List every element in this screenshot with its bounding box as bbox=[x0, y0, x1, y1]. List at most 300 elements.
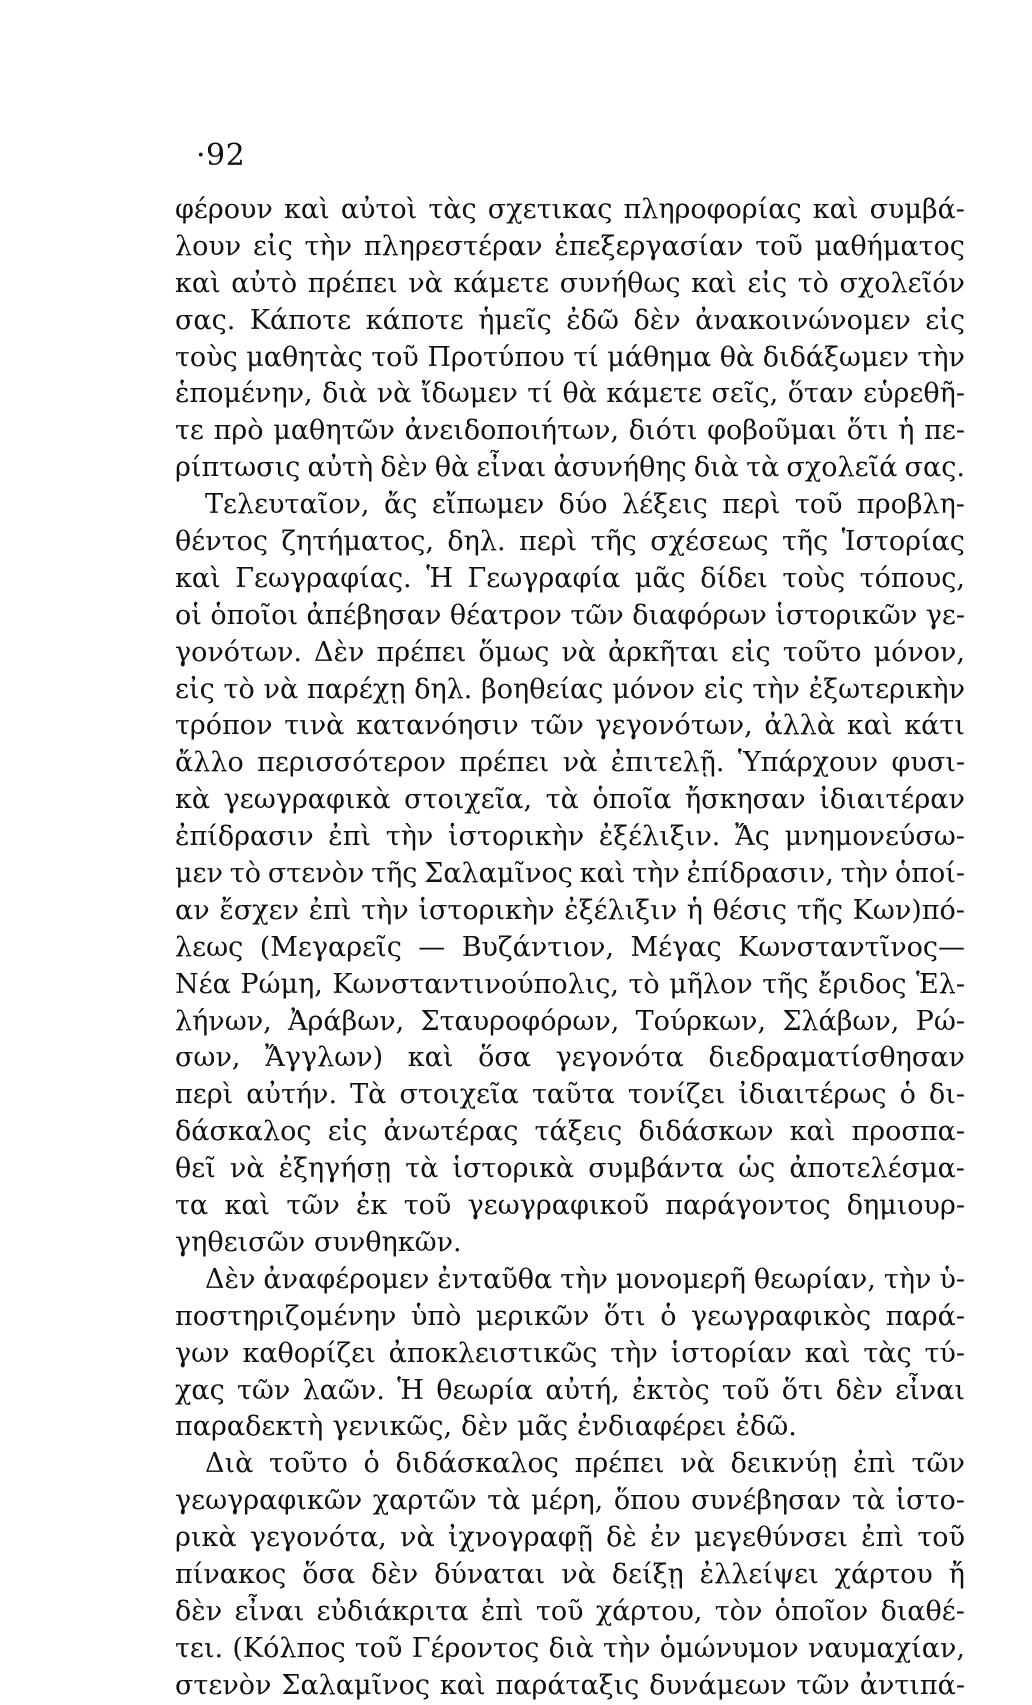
word: ὁ bbox=[363, 1448, 380, 1480]
word: δυνάμεων bbox=[649, 1669, 787, 1701]
word: γεγονότων, bbox=[595, 710, 753, 742]
word: Κάποτε bbox=[249, 304, 352, 336]
word: τὴν bbox=[840, 858, 889, 890]
word: εἰς bbox=[925, 304, 965, 336]
word: τάξεις bbox=[534, 1116, 623, 1148]
body-text bbox=[175, 192, 965, 1705]
word: ἐδῶ bbox=[566, 304, 619, 336]
word: ἄλλο bbox=[175, 747, 244, 779]
word: τὴν bbox=[883, 1263, 932, 1295]
word: ἱστορικὴν bbox=[448, 821, 585, 853]
word: στενὸν bbox=[175, 1669, 272, 1701]
word: ὁ bbox=[899, 1079, 916, 1111]
word: αὐτοὶ bbox=[340, 194, 418, 225]
word: καὶ bbox=[439, 1669, 486, 1701]
word: δὲν bbox=[835, 1374, 883, 1406]
word: εὑρεθῆ- bbox=[863, 378, 965, 410]
word: διότι bbox=[628, 415, 698, 447]
word: τῶν bbox=[286, 1190, 340, 1222]
word: ἡ bbox=[898, 415, 915, 447]
word: αὐτὴ bbox=[307, 452, 374, 484]
word: ὑ- bbox=[939, 1263, 965, 1295]
word: δὲν bbox=[461, 1411, 509, 1443]
word: δὲν bbox=[633, 304, 681, 336]
word: καὶ bbox=[175, 562, 221, 594]
word: ἀναφέρομεν bbox=[263, 1263, 430, 1295]
word: καὶ bbox=[407, 1042, 454, 1074]
word: τοὺς bbox=[175, 341, 238, 373]
word: θεῖ bbox=[175, 1153, 216, 1185]
word: ἰδιαιτέραν bbox=[819, 784, 965, 816]
word: δεικνύῃ bbox=[730, 1448, 838, 1480]
word: κάμετε bbox=[606, 378, 702, 410]
word: Γέροντος bbox=[411, 1632, 540, 1664]
word: ἐξέλιξιν. bbox=[598, 821, 721, 853]
word: γων bbox=[175, 1337, 230, 1369]
word: τὴν bbox=[917, 341, 965, 373]
word: προσπα- bbox=[851, 1116, 965, 1148]
word: εἴπωμεν bbox=[431, 489, 545, 521]
text-line bbox=[175, 635, 965, 672]
word: συμβάντα bbox=[588, 1153, 725, 1185]
word: τὰ bbox=[545, 784, 579, 816]
word: γεωγραφικὸς bbox=[691, 1300, 872, 1332]
word: περισσότερον bbox=[257, 747, 446, 779]
word: Σαλαμῖνος bbox=[424, 858, 573, 890]
word: νὰ bbox=[561, 636, 597, 668]
text-line bbox=[175, 1557, 965, 1594]
word: περὶ bbox=[175, 1079, 234, 1111]
word: τὸν bbox=[714, 1595, 763, 1627]
word: ζητήματος, bbox=[281, 526, 434, 558]
word: τί bbox=[573, 341, 599, 373]
word: τοῦ bbox=[371, 341, 419, 373]
word: τοῦτο bbox=[269, 1448, 348, 1480]
word: καὶ bbox=[846, 710, 893, 742]
text-line bbox=[175, 745, 965, 782]
word: Ὑπάρχουν bbox=[737, 747, 879, 779]
word: ὁποῖον bbox=[774, 1595, 869, 1627]
word: Γεωγραφία bbox=[467, 562, 621, 594]
word: τὴν bbox=[602, 1632, 651, 1664]
word: δύο bbox=[558, 489, 608, 521]
word: τὸ bbox=[229, 858, 261, 890]
word: γεγονότα, bbox=[249, 1522, 387, 1554]
word: Προτύπου bbox=[427, 341, 565, 373]
word: δείξῃ bbox=[611, 1558, 684, 1590]
word: ἀρκῆται bbox=[608, 636, 719, 668]
word: ἰχνογραφῇ bbox=[447, 1522, 593, 1554]
word: τὴν bbox=[385, 821, 434, 853]
word: συνθηκῶν. bbox=[314, 1226, 462, 1258]
word: τῶν bbox=[530, 710, 584, 742]
word: Κωνσταντῖνος— bbox=[738, 931, 965, 963]
word: ἄς bbox=[384, 489, 418, 521]
word: Διὰ bbox=[205, 1448, 254, 1480]
word: ἡμεῖς bbox=[478, 304, 552, 336]
word: συμβά- bbox=[869, 194, 965, 225]
word: μερικῶν bbox=[475, 1300, 590, 1332]
text-line bbox=[175, 340, 965, 377]
word: δὲ bbox=[606, 1522, 637, 1554]
word: διαφόρων bbox=[632, 599, 767, 631]
word: ὅμως bbox=[478, 636, 550, 668]
word: εἶναι bbox=[234, 1595, 305, 1627]
word: καὶ bbox=[789, 1116, 836, 1148]
word: τοῦ bbox=[794, 489, 843, 521]
word: σχέσεως bbox=[650, 526, 769, 558]
word: Βυζάντιον, bbox=[461, 931, 615, 963]
word: δηλ. bbox=[414, 673, 473, 705]
word: ἐνταῦθα bbox=[437, 1263, 553, 1295]
word: Ἱστορίας bbox=[841, 526, 965, 558]
word: διὰ bbox=[693, 452, 739, 484]
word: θέντος bbox=[175, 526, 268, 558]
word: τινὰ bbox=[284, 710, 345, 742]
word: Σαλαμῖνος bbox=[281, 1669, 430, 1701]
word: δίδει bbox=[700, 562, 768, 594]
word: τὴν bbox=[304, 230, 353, 262]
text-line bbox=[175, 1151, 965, 1188]
word: μόνον, bbox=[873, 636, 965, 668]
word: τῆς bbox=[371, 858, 418, 890]
word: τει. bbox=[175, 1632, 224, 1664]
word: καὶ bbox=[175, 267, 221, 299]
word: θὰ bbox=[434, 452, 470, 484]
word: σας. bbox=[904, 452, 965, 484]
word: Ἄγγλων) bbox=[265, 1042, 384, 1074]
word: ἱστορικὰ bbox=[452, 1153, 575, 1185]
word: μόνον bbox=[612, 673, 696, 705]
word: ἔριδος bbox=[817, 968, 907, 1000]
word: τοῦ bbox=[721, 1374, 770, 1406]
word: ἐπιτελῇ. bbox=[610, 747, 725, 779]
word: τα bbox=[175, 1190, 209, 1222]
word: Τελευταῖον, bbox=[205, 489, 370, 521]
word: — bbox=[418, 931, 446, 963]
word: μᾶς bbox=[517, 1411, 569, 1443]
word: γε- bbox=[925, 599, 965, 631]
word: δημιουρ- bbox=[846, 1190, 965, 1222]
word: καὶ bbox=[224, 1190, 271, 1222]
word: τὰ bbox=[487, 1485, 521, 1517]
word: νὰ bbox=[263, 673, 299, 705]
word: διεδραματίσθησαν bbox=[708, 1042, 965, 1074]
word: χάρτου, bbox=[595, 1595, 703, 1627]
text-line bbox=[175, 1446, 965, 1483]
word: παρά- bbox=[885, 1300, 965, 1332]
word: θέατρον bbox=[449, 599, 562, 631]
word: τῆς bbox=[590, 526, 637, 558]
text-line bbox=[175, 1373, 965, 1410]
word: τὴν bbox=[632, 858, 680, 890]
word: χάρτου bbox=[834, 1558, 933, 1590]
word: θὰ bbox=[562, 378, 597, 410]
word: δι- bbox=[928, 1079, 965, 1111]
word: νὰ bbox=[561, 1558, 596, 1590]
word: ἐπὶ bbox=[308, 894, 352, 926]
word: προβλη- bbox=[857, 489, 965, 521]
text-line bbox=[175, 1483, 965, 1520]
word: λήνων, bbox=[175, 1005, 272, 1037]
word: τὸ bbox=[797, 267, 829, 299]
word: τῶν bbox=[236, 1374, 291, 1406]
word: ἐπὶ bbox=[480, 1595, 524, 1627]
word: παράταξις bbox=[495, 1669, 640, 1701]
text-line bbox=[175, 1336, 965, 1373]
word: Κων)πό- bbox=[852, 894, 965, 926]
word: ἐλλείψει bbox=[699, 1558, 819, 1590]
word: ἐπίδρασιν bbox=[175, 821, 314, 853]
word: γεγονότα bbox=[555, 1042, 684, 1074]
word: ὅτι bbox=[781, 1374, 824, 1406]
word: τὴν bbox=[610, 1337, 658, 1369]
word: μῆλον bbox=[669, 968, 753, 1000]
word: Σταυροφόρων, bbox=[420, 1005, 620, 1037]
word: λαῶν. bbox=[302, 1374, 385, 1406]
word: στενὸν bbox=[267, 858, 365, 890]
text-line bbox=[175, 487, 965, 524]
word: ἐνδιαφέρει bbox=[577, 1411, 727, 1443]
word: συνέβησαν bbox=[691, 1485, 842, 1517]
word: γεωγραφικοῦ bbox=[467, 1190, 649, 1222]
word: τί bbox=[527, 378, 553, 410]
word: ἀντιπά- bbox=[859, 1669, 965, 1701]
word: Ρώ- bbox=[915, 1005, 965, 1037]
word: τρόπον bbox=[175, 710, 273, 742]
word: μαθήματος bbox=[814, 230, 965, 262]
word: ἐξηγήσῃ bbox=[278, 1153, 392, 1185]
word: στοιχεῖα, bbox=[404, 784, 533, 816]
word: τοὺς bbox=[782, 562, 846, 594]
word: ὅσα bbox=[302, 1558, 356, 1590]
word: ἐκτὸς bbox=[631, 1374, 710, 1406]
word: φυσι- bbox=[891, 747, 965, 779]
word: Σλάβων, bbox=[782, 1005, 900, 1037]
word: ἔσχεν bbox=[219, 894, 300, 926]
word: θεωρία bbox=[436, 1374, 534, 1406]
word: Νέα bbox=[175, 968, 231, 1000]
word: ὁποί- bbox=[895, 858, 965, 890]
word: τὸ bbox=[628, 968, 660, 1000]
word: ὁ bbox=[660, 1300, 677, 1332]
word: ἐν bbox=[650, 1522, 682, 1554]
word: καὶ bbox=[804, 1337, 851, 1369]
word: εἶναι bbox=[895, 1374, 965, 1406]
word: σεῖς, bbox=[711, 378, 779, 410]
text-line bbox=[175, 561, 965, 598]
text-line bbox=[175, 598, 965, 635]
word: τὴν bbox=[752, 673, 800, 705]
word: (Κόλπος bbox=[232, 1632, 346, 1664]
word: τοῦτο bbox=[782, 636, 862, 668]
word: τῶν bbox=[570, 599, 624, 631]
word: λεως bbox=[175, 931, 244, 963]
word: τὰ bbox=[405, 1153, 439, 1185]
word: ἱστορικὴν bbox=[418, 894, 555, 926]
word: ταῦτα bbox=[531, 1079, 615, 1111]
word: Ἄς bbox=[734, 821, 770, 853]
word: διαθέ- bbox=[880, 1595, 965, 1627]
text-line bbox=[175, 1668, 965, 1705]
word: εἰς bbox=[175, 673, 215, 705]
word: εἰς bbox=[327, 1116, 368, 1148]
word: μαθητῶν bbox=[273, 415, 395, 447]
word: παραδεκτὴ bbox=[175, 1411, 324, 1443]
word: θὰ bbox=[719, 341, 755, 373]
word: ὑπὸ bbox=[411, 1300, 462, 1332]
word: πληρεστέραν bbox=[363, 230, 543, 262]
text-line bbox=[175, 856, 965, 893]
word: διὰ bbox=[548, 1632, 594, 1664]
word: τὰ bbox=[746, 452, 780, 484]
text-line bbox=[175, 413, 965, 450]
word: πε- bbox=[924, 415, 965, 447]
word: ἤσκησαν bbox=[684, 784, 806, 816]
word: ἐξωτερικὴν bbox=[808, 673, 965, 705]
word: πρέπει bbox=[307, 267, 398, 299]
word: εἶναι bbox=[476, 452, 547, 484]
text-line bbox=[175, 376, 965, 413]
word: τοῦ bbox=[917, 1522, 965, 1554]
word: τῶν bbox=[796, 1669, 850, 1701]
word: δύναται bbox=[434, 1558, 546, 1590]
word: ρικὰ bbox=[175, 1522, 237, 1554]
word: Ἀράβων, bbox=[287, 1005, 405, 1037]
word: τοῦ bbox=[535, 1595, 584, 1627]
word: ὅπου bbox=[613, 1485, 681, 1517]
word: διὰ bbox=[322, 378, 368, 410]
word: ρίπτωσις bbox=[175, 452, 301, 484]
word: ἰδιαιτέρως bbox=[738, 1079, 887, 1111]
word: τοῦ bbox=[403, 1190, 452, 1222]
word: ἀνωτέρας bbox=[383, 1116, 519, 1148]
word: ἐξέλιξιν bbox=[564, 894, 678, 926]
word: τόπους, bbox=[859, 562, 965, 594]
word: σας. bbox=[175, 304, 236, 336]
word: μαθητὰς bbox=[246, 341, 363, 373]
word: ἐπὶ bbox=[328, 821, 372, 853]
word: ἐπὶ bbox=[853, 1448, 896, 1480]
word: διδάσκων bbox=[638, 1116, 774, 1148]
word: αὐτή, bbox=[545, 1374, 620, 1406]
word: θεωρίαν, bbox=[753, 1263, 876, 1295]
text-line bbox=[175, 1520, 965, 1557]
word: χας bbox=[175, 1374, 225, 1406]
word: ἐπὶ bbox=[861, 1522, 905, 1554]
word: Ρώμη, bbox=[240, 968, 323, 1000]
word: εἰς bbox=[730, 636, 771, 668]
word: ἀποτελέσμα- bbox=[789, 1153, 965, 1185]
word: πρὸ bbox=[213, 415, 264, 447]
word: ἀποκλειστικῶς bbox=[388, 1337, 598, 1369]
text-line bbox=[175, 1114, 965, 1151]
word: καθορίζει bbox=[242, 1337, 376, 1369]
word: ὅσα bbox=[478, 1042, 531, 1074]
text-line bbox=[175, 967, 965, 1004]
word: πρέπει bbox=[574, 1448, 665, 1480]
word: οἱ bbox=[175, 599, 202, 631]
word: τὰς bbox=[863, 1337, 912, 1369]
word: εὐδιάκριτα bbox=[316, 1595, 469, 1627]
word: καὶ bbox=[812, 194, 859, 225]
word: νὰ bbox=[680, 1448, 715, 1480]
word: ἡ bbox=[686, 894, 703, 926]
word: γηθεισῶν bbox=[175, 1226, 306, 1258]
word: νὰ bbox=[562, 747, 598, 779]
word: νὰ bbox=[376, 378, 412, 410]
word: παράγοντος bbox=[665, 1190, 831, 1222]
word: ἀνειδοποιήτων, bbox=[404, 415, 620, 447]
word: Τούρκων, bbox=[635, 1005, 767, 1037]
word: εἰς bbox=[253, 230, 293, 262]
word: ἱστορικῶν bbox=[775, 599, 918, 631]
word: ἀσυνήθης bbox=[553, 452, 687, 484]
word: σχολεῖά bbox=[786, 452, 898, 484]
word: μεν bbox=[175, 858, 223, 890]
text-line bbox=[175, 1040, 965, 1077]
text-line bbox=[175, 1077, 965, 1114]
text-line bbox=[175, 1594, 965, 1631]
word: νὰ bbox=[408, 267, 443, 299]
text-line bbox=[175, 819, 965, 856]
word: αὐτὸ bbox=[231, 267, 298, 299]
word: μεγεθύνσει bbox=[694, 1522, 849, 1554]
text-line bbox=[175, 1409, 965, 1446]
word: τῆς bbox=[781, 526, 829, 558]
word: τὸ bbox=[223, 673, 255, 705]
word: μάθημα bbox=[607, 341, 712, 373]
word: τὰς bbox=[428, 194, 477, 225]
word: ἀλλὰ bbox=[764, 710, 836, 742]
word: Ἡ bbox=[426, 562, 453, 594]
text-line bbox=[175, 524, 965, 561]
word: Τὰ bbox=[350, 1079, 387, 1111]
word: δὲν bbox=[371, 1558, 419, 1590]
text-line bbox=[175, 1262, 965, 1299]
word: καὶ bbox=[283, 194, 330, 225]
word: χαρτῶν bbox=[372, 1485, 477, 1517]
word: ὁποῖοι bbox=[210, 599, 299, 631]
text-line bbox=[175, 1631, 965, 1668]
word: ὅτι bbox=[846, 415, 889, 447]
word: σων, bbox=[175, 1042, 241, 1074]
word: εἰς bbox=[747, 267, 788, 299]
word: μᾶς bbox=[634, 562, 686, 594]
word: γεωγραφικῶν bbox=[175, 1485, 363, 1517]
word: ἐπεξεργασίαν bbox=[554, 230, 744, 262]
word: Δὲν bbox=[205, 1263, 256, 1295]
page-number: ·92 bbox=[196, 138, 246, 173]
word: Κωνσταντινούπολις, bbox=[332, 968, 619, 1000]
word: πίνακος bbox=[175, 1558, 287, 1590]
word: βοηθείας bbox=[481, 673, 604, 705]
word: τύ- bbox=[924, 1337, 965, 1369]
word: ναυμαχίαν, bbox=[807, 1632, 965, 1664]
text-line bbox=[175, 930, 965, 967]
word: πρέπει bbox=[376, 636, 467, 668]
word: ἱστορίαν bbox=[670, 1337, 792, 1369]
text-line bbox=[175, 1225, 965, 1262]
word: τοῦ bbox=[354, 1632, 403, 1664]
word: θέσις bbox=[712, 894, 788, 926]
word: αὐτήν. bbox=[246, 1079, 338, 1111]
text-line bbox=[175, 266, 965, 303]
word: εἰς bbox=[703, 673, 744, 705]
word: τὴν bbox=[560, 1263, 608, 1295]
word: ἐκ bbox=[356, 1190, 388, 1222]
text-line bbox=[175, 450, 965, 487]
